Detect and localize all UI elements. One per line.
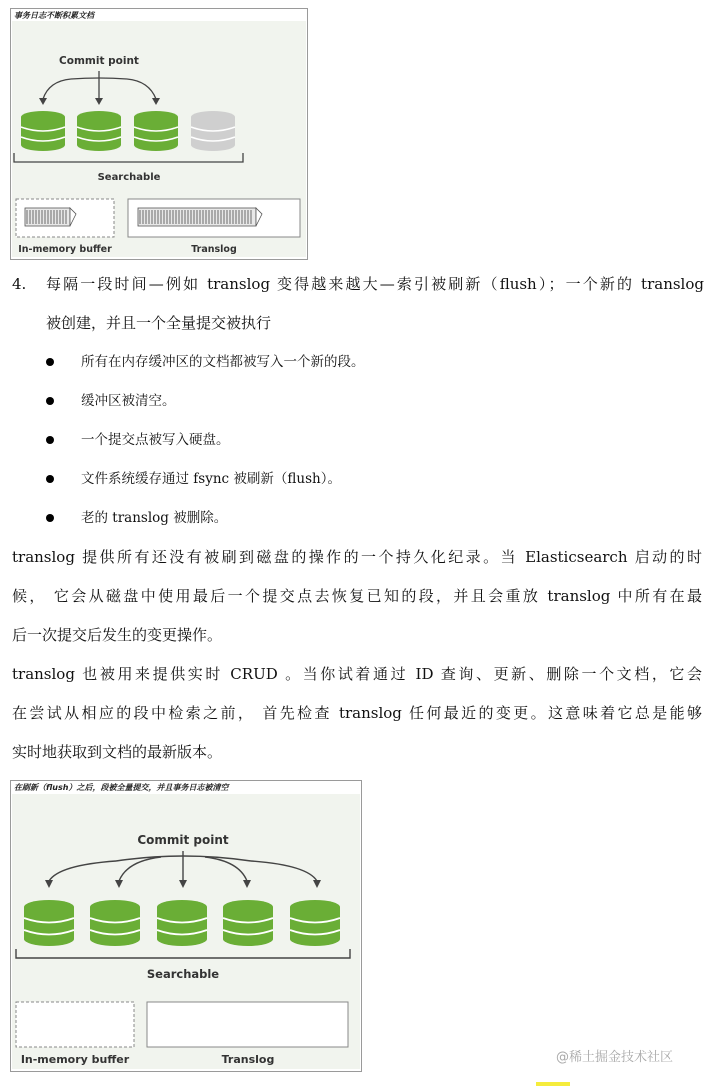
step-number: 4. <box>12 275 27 293</box>
watermark: @稀土掘金技术社区 <box>556 1050 674 1065</box>
bullet-marker <box>46 475 54 483</box>
segment-icon <box>223 900 273 946</box>
figure-after-flush <box>10 780 362 1072</box>
commit-point-label: Commit point <box>137 833 229 847</box>
searchable-label: Searchable <box>97 172 161 183</box>
in-memory-buffer-label: In-memory buffer <box>20 1053 130 1066</box>
diagram-1 <box>11 9 307 259</box>
uncommitted-segment-icon <box>191 111 235 151</box>
paragraph2-line3: 实时地获取到文档的最新版本。 <box>12 743 223 761</box>
step4-line1: 每隔一段时间—例如 translog 变得越来越大—索引被刷新（flush）；一个新的 translog <box>46 275 704 293</box>
segment-icon <box>24 900 74 946</box>
paragraph1-line2: 候， 它会从磁盘中使用最后一个提交点去恢复已知的段，并且会重放 translog 中所有在最 <box>12 587 702 605</box>
commit-point-label: Commit point <box>59 55 139 67</box>
bullet-marker <box>46 397 54 405</box>
segment-icon <box>290 900 340 946</box>
searchable-label: Searchable <box>146 967 220 981</box>
bullet-marker <box>46 514 54 522</box>
figure-caption: 在刷新（flush）之后，段被全量提交，并且事务日志被清空 <box>14 783 229 792</box>
bullet-marker <box>46 436 54 444</box>
in-memory-buffer-box <box>16 1002 134 1047</box>
bullet-item: 文件系统缓存通过 fsync 被刷新（flush）。 <box>81 471 341 487</box>
paragraph2-line2: 在尝试从相应的段中检索之前， 首先检查 translog 任何最近的变更。这意味着它总是能够 <box>12 704 702 722</box>
bullet-item: 所有在内存缓冲区的文档都被写入一个新的段。 <box>81 354 365 370</box>
segment-icon <box>134 111 178 151</box>
paragraph2-line1: translog 也被用来提供实时 CRUD 。当你试着通过 ID 查询、更新、删除一个文档，它会 <box>12 665 702 683</box>
paragraph1-line3: 后一次提交后发生的变更操作。 <box>12 626 223 644</box>
bullet-marker <box>46 358 54 366</box>
translog-label: Translog <box>221 1053 275 1066</box>
bullet-item: 老的 translog 被删除。 <box>81 510 228 526</box>
step4-line2: 被创建，并且一个全量提交被执行 <box>46 314 272 332</box>
paragraph1-line1: translog 提供所有还没有被刷到磁盘的操作的一个持久化纪录。当 Elasticsearch 启动的时 <box>12 548 702 566</box>
figure-translog-accumulating <box>10 8 308 260</box>
figure-caption: 事务日志不断积累文档 <box>14 11 94 20</box>
document-stack-icon <box>25 208 76 226</box>
highlight-mark <box>536 1082 570 1086</box>
segment-icon <box>21 111 65 151</box>
document-stack-icon <box>138 208 262 226</box>
in-memory-buffer-label: In-memory buffer <box>18 244 112 255</box>
translog-label: Translog <box>191 244 237 255</box>
bullet-item: 缓冲区被清空。 <box>81 393 176 409</box>
segment-icon <box>157 900 207 946</box>
diagram-2 <box>11 781 361 1071</box>
translog-box <box>147 1002 348 1047</box>
bullet-item: 一个提交点被写入硬盘。 <box>81 432 230 448</box>
segment-icon <box>77 111 121 151</box>
segment-icon <box>90 900 140 946</box>
